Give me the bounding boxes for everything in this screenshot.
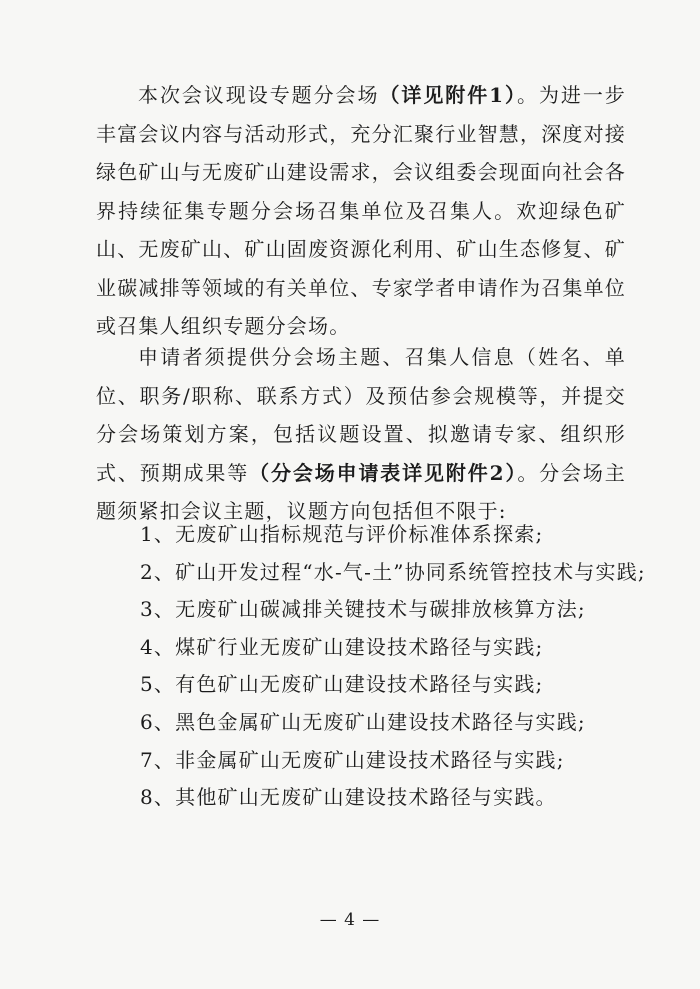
paragraph-intro-text-a: 本次会议现设专题分会场 [138, 83, 380, 107]
topic-item: 4、煤矿行业无废矿山建设技术路径与实践; [140, 634, 544, 659]
paragraph-application-text-a: 申请者须提供分会场主题、召集人信息（姓名、单位、职务/职称、联系方式）及预估参会规模等，并提交分会场策划方案，包括议题设置、拟邀请专家、组织形式、预期成果等 [96, 345, 626, 485]
topic-item: 8、其他矿山无废矿山建设技术路径与实践。 [140, 785, 557, 810]
topic-item: 7、非金属矿山无废矿山建设技术路径与实践; [140, 747, 565, 772]
topic-item: 1、无废矿山指标规范与评价标准体系探索; [140, 522, 544, 546]
page-number: — 4 — [319, 910, 381, 930]
topic-item: 5、有色矿山无废矿山建设技术路径与实践; [140, 672, 544, 697]
paragraph-intro [96, 76, 626, 346]
topic-item: 3、无废矿山碳减排关键技术与碳排放核算方法; [140, 597, 586, 622]
topic-list [140, 516, 646, 817]
attachment-1-reference: （详见附件1） [379, 83, 517, 107]
topic-item: 2、矿山开发过程“水-气-土”协同系统管控技术与实践; [140, 559, 646, 584]
paragraph-application-requirements [96, 338, 626, 531]
paragraph-intro-text-b: 。为进一步丰富会议内容与活动形式，充分汇聚行业智慧，深度对接绿色矿山与无废矿山建设需求，会议组委会现面向社会各界持续征集专题分会场召集单位及召集人。欢迎绿色矿山、无废矿山、矿山固废资源化利用、矿山生态修复、矿业碳减排等领域的有关单位、专家学者申请作为召集单位或召集人组织专题分会场。 [96, 83, 626, 338]
attachment-2-reference: （分会场申请表详见附件2） [249, 460, 518, 485]
topic-item: 6、黑色金属矿山无废矿山建设技术路径与实践; [140, 709, 586, 734]
paragraph-application-text-b: 。分会场主题须紧扣会议主题，议题方向包括但不限于: [96, 460, 626, 523]
